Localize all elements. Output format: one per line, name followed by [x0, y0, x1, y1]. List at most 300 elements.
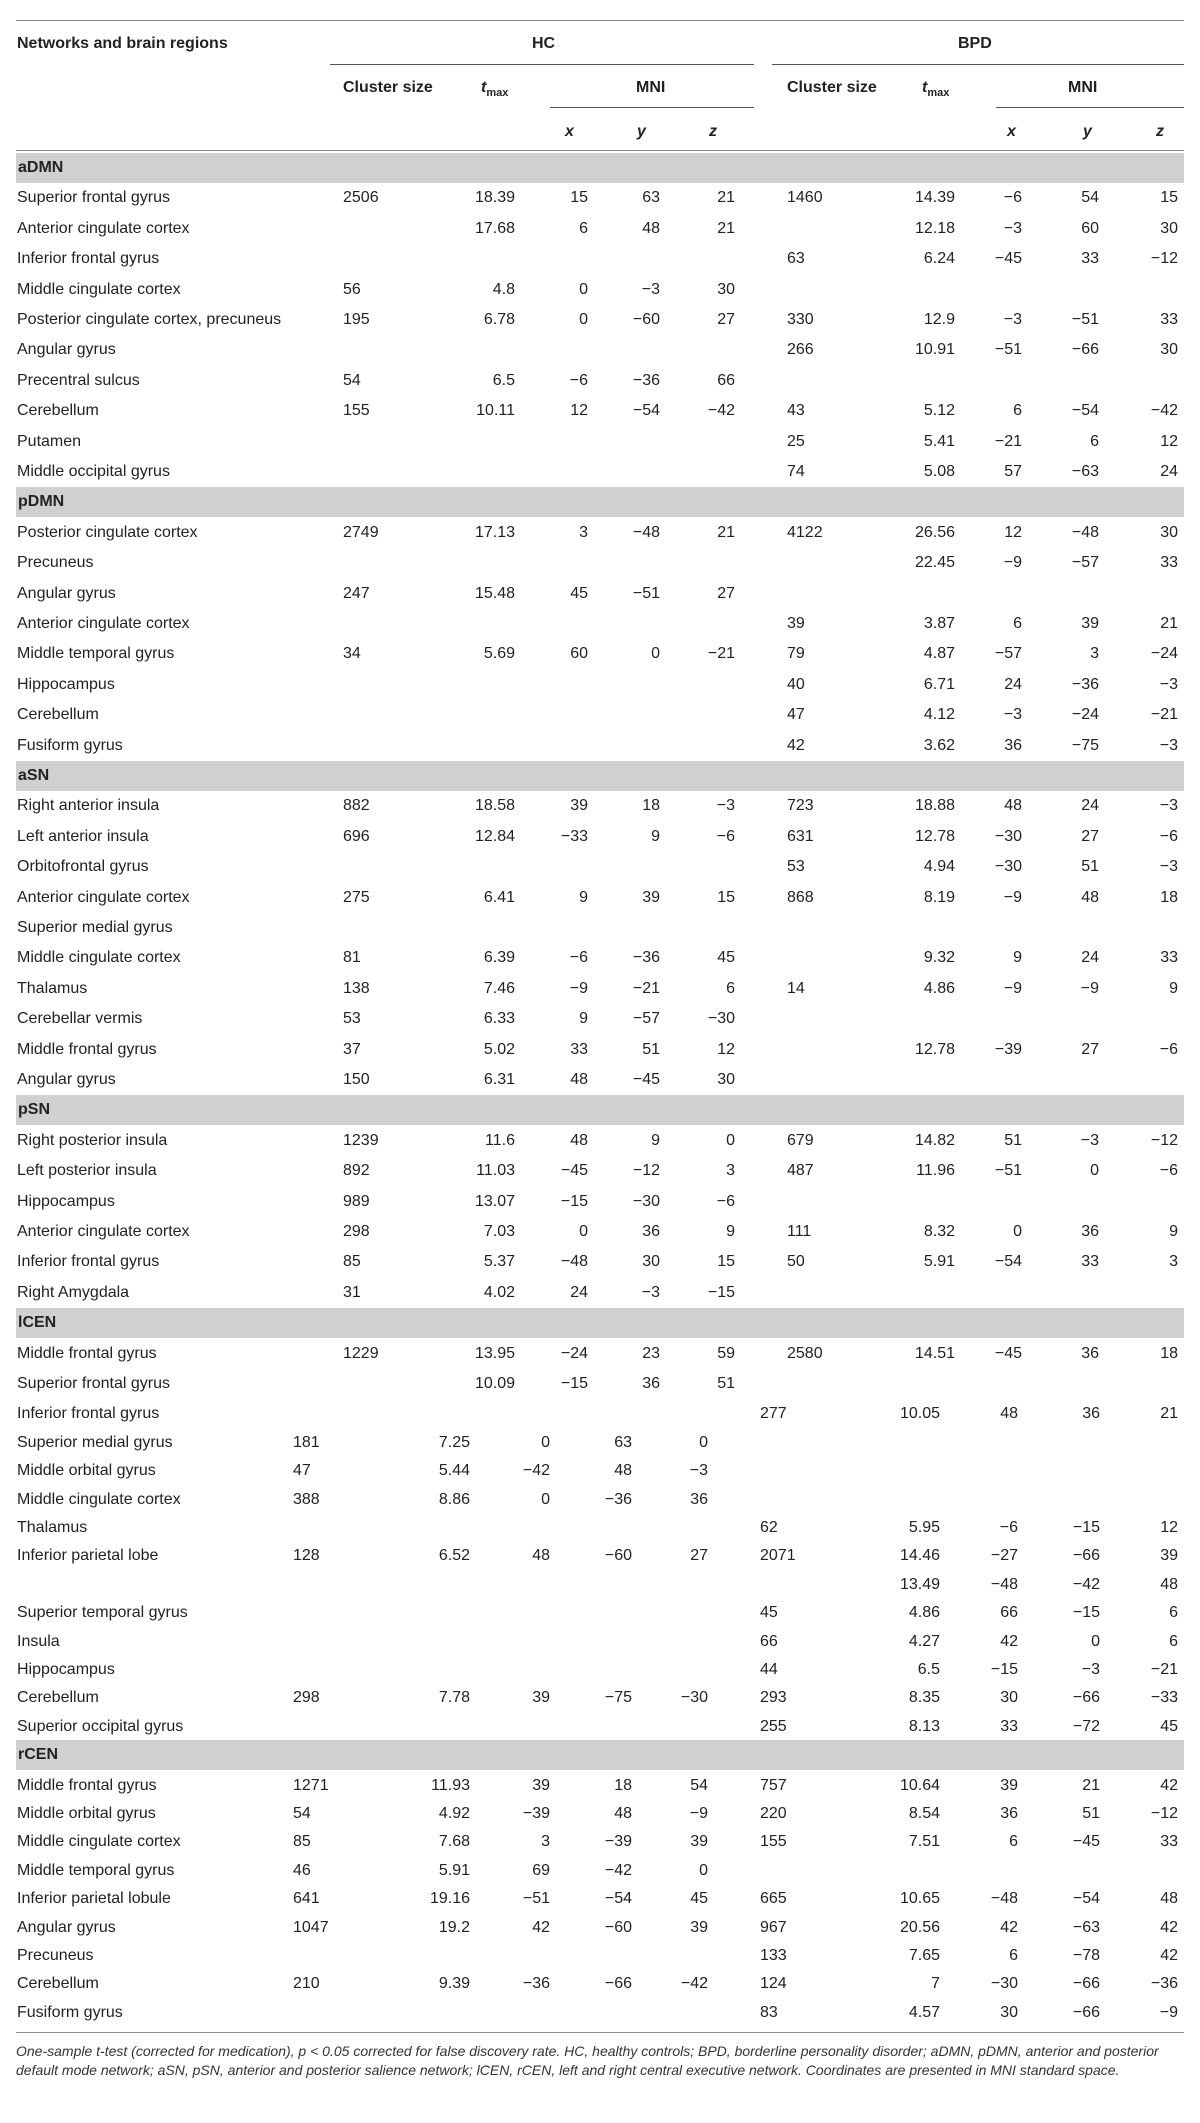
bpd-z-cell: 6: [1169, 1632, 1178, 1650]
bpd-y-cell: 36: [1081, 1344, 1099, 1362]
bpd-x-cell: −30: [994, 827, 1022, 845]
table-row: [0, 1004, 1200, 1034]
region-name: Middle cingulate cortex: [17, 1833, 181, 1851]
bpd-z-cell: 9: [1169, 1223, 1178, 1240]
hc-x-cell: −33: [560, 827, 588, 845]
hc-mni-rule: [550, 107, 754, 108]
bpd-cluster-size-cell: 723: [787, 797, 814, 815]
bpd-cluster-size-cell: 2580: [787, 1344, 823, 1362]
hc-x-cell: 39: [532, 1776, 550, 1794]
hc-z-cell: −6: [716, 1192, 735, 1210]
bpd-cluster-size-cell: 39: [787, 615, 805, 632]
hc-cluster-size-cell: 85: [343, 1253, 361, 1271]
bpd-tmax-cell: 12.9: [923, 311, 955, 328]
bpd-tmax-cell: 10.91: [914, 341, 955, 359]
hc-y-cell: −42: [604, 1861, 632, 1879]
bpd-x-cell: −45: [994, 250, 1022, 268]
hc-tmax-cell: 19.2: [438, 1918, 470, 1936]
hc-x-cell: 15: [570, 189, 588, 207]
bpd-z-cell: 42: [1160, 1947, 1178, 1964]
bpd-x-cell: 9: [1013, 949, 1022, 967]
bpd-y-cell: 24: [1081, 949, 1099, 967]
hc-y-cell: −36: [604, 1490, 632, 1508]
bpd-y-cell: −3: [1080, 1131, 1099, 1149]
bpd-cluster-size-cell: 66: [760, 1632, 778, 1650]
region-name: Superior medial gyrus: [17, 919, 173, 936]
bpd-tmax-cell: 14.46: [899, 1547, 940, 1565]
bpd-tmax-cell: 4.57: [908, 2003, 940, 2021]
hc-x-cell: 24: [570, 1283, 588, 1301]
hc-cluster-size-cell: 181: [293, 1433, 320, 1451]
region-name: Inferior frontal gyrus: [17, 250, 160, 268]
bpd-y-cell: −54: [1072, 1890, 1100, 1908]
hc-tmax-cell: 17.13: [474, 523, 515, 541]
hc-cluster-size-cell: 388: [293, 1490, 320, 1508]
hc-x-cell: 9: [579, 888, 588, 906]
hc-z-cell: 51: [717, 1375, 735, 1392]
bpd-z-cell: −3: [1159, 675, 1178, 693]
bpd-cluster-size-cell: 53: [787, 858, 805, 876]
hc-tmax-cell: 11.93: [431, 1776, 470, 1794]
bpd-tmax-cell: 4.87: [923, 645, 955, 663]
table-row: [0, 335, 1200, 365]
hc-z-cell: 27: [717, 311, 735, 328]
hc-y-cell: −75: [604, 1689, 632, 1707]
region-name: Precentral sulcus: [17, 371, 140, 389]
bpd-x-cell: −39: [994, 1040, 1022, 1058]
bpd-z-cell: −12: [1150, 250, 1178, 268]
hc-z-cell: 21: [717, 523, 735, 541]
bpd-tmax-cell: 12.78: [914, 827, 955, 845]
hc-cluster-size-cell: 195: [343, 311, 370, 328]
hc-cluster-size-cell: 128: [293, 1547, 320, 1565]
bpd-tmax-cell: 4.86: [908, 1604, 940, 1622]
hc-x-cell: −24: [560, 1344, 588, 1362]
bpd-x-cell: −6: [1003, 189, 1022, 207]
table-row: [0, 244, 1200, 274]
bpd-z-cell: 48: [1160, 1575, 1178, 1593]
bpd-z-cell: 6: [1169, 1604, 1178, 1622]
hc-z-cell: −30: [707, 1010, 735, 1028]
bpd-cluster-size-cell: 79: [787, 645, 805, 663]
region-name: Middle orbital gyrus: [17, 1462, 156, 1480]
bpd-z-cell: −3: [1159, 858, 1178, 876]
bpd-tmax-cell: 8.13: [908, 1717, 940, 1735]
hc-x-cell: 48: [570, 1131, 588, 1149]
table-row: [0, 1683, 1200, 1713]
bpd-y-cell: 3: [1090, 645, 1099, 663]
hc-y-cell: −48: [632, 523, 660, 541]
hc-y-cell: 63: [642, 189, 660, 207]
hc-tmax-cell: 15.48: [474, 584, 515, 602]
hc-x-cell: −42: [522, 1462, 550, 1480]
region-name: Superior frontal gyrus: [17, 1375, 170, 1392]
bpd-z-cell: 24: [1160, 463, 1178, 480]
hc-tmax-cell: 7.68: [438, 1833, 470, 1851]
bpd-z-cell: 33: [1160, 949, 1178, 967]
hc-group-rule: [330, 64, 754, 65]
hc-cluster-size-cell: 696: [343, 827, 370, 845]
bpd-tmax-cell: 9.32: [923, 949, 955, 967]
bpd-cluster-size-cell: 868: [787, 888, 814, 906]
bpd-z-cell: 33: [1160, 554, 1178, 572]
bpd-tmax-cell: 8.54: [908, 1805, 940, 1822]
bpd-cluster-size-cell: 266: [787, 341, 814, 359]
hc-y-cell: −57: [632, 1010, 660, 1028]
bpd-x-cell: −51: [994, 1162, 1022, 1180]
hc-z-cell: −3: [716, 797, 735, 815]
hc-y-cell: 30: [642, 1253, 660, 1271]
hc-z-cell: −42: [707, 402, 735, 420]
bpd-y-cell: 0: [1090, 1162, 1099, 1180]
table-row: [0, 1035, 1200, 1065]
table-row: [0, 1998, 1200, 2028]
hc-z-cell: −42: [680, 1975, 708, 1993]
hc-y-cell: −21: [632, 979, 660, 997]
bpd-x-cell: 6: [1009, 1833, 1018, 1851]
hc-z-cell: 6: [726, 979, 735, 997]
hc-z-cell: 21: [717, 219, 735, 237]
hc-tmax-cell: 8.86: [438, 1490, 470, 1508]
bpd-z-cell: −42: [1150, 402, 1178, 420]
bpd-x-cell: −21: [994, 432, 1022, 450]
section-label: aSN: [18, 767, 50, 784]
hc-tmax-header: $t_{max}$: [481, 79, 509, 100]
bpd-group-rule: [772, 64, 1184, 65]
bpd-z-cell: −24: [1150, 645, 1178, 663]
hc-z-cell: 0: [699, 1861, 708, 1879]
bpd-tmax-cell: 6.5: [917, 1661, 940, 1678]
hc-z-cell: 54: [690, 1776, 708, 1794]
bpd-tmax-cell: 13.49: [899, 1575, 940, 1593]
bpd-y-cell: −36: [1071, 675, 1099, 693]
bpd-z-cell: 18: [1160, 888, 1178, 906]
bpd-y-cell: −66: [1072, 1689, 1100, 1707]
hc-y-cell: −66: [604, 1975, 632, 1993]
hc-tmax-cell: 6.78: [483, 311, 515, 328]
table-row: [0, 1627, 1200, 1657]
bpd-y-cell: −72: [1072, 1717, 1100, 1735]
hc-cluster-size-cell: 138: [343, 979, 370, 997]
hc-x-cell: 0: [579, 311, 588, 328]
bpd-y-cell: 60: [1081, 219, 1099, 237]
region-name: Fusiform gyrus: [17, 736, 123, 754]
bpd-z-cell: 33: [1160, 311, 1178, 328]
region-name: Orbitofrontal gyrus: [17, 858, 149, 876]
bpd-z-cell: 12: [1160, 1519, 1178, 1536]
bpd-y-cell: −3: [1081, 1661, 1100, 1678]
hc-tmax-cell: 7.03: [483, 1223, 515, 1240]
bpd-y-cell: 0: [1091, 1632, 1100, 1650]
bpd-x-cell: 42: [1000, 1632, 1018, 1650]
table-row: [0, 974, 1200, 1004]
bpd-z-cell: 30: [1160, 219, 1178, 237]
hc-cluster-size-cell: 989: [343, 1192, 370, 1210]
hc-y-cell: 18: [614, 1776, 632, 1794]
bpd-x-cell: 6: [1013, 615, 1022, 632]
table-row: [0, 1712, 1200, 1742]
bpd-y-header: y: [1083, 123, 1092, 140]
hc-x-cell: 0: [541, 1490, 550, 1508]
section-label: pDMN: [18, 493, 65, 511]
table-row: [0, 1247, 1200, 1277]
bpd-y-cell: −24: [1071, 706, 1099, 724]
bpd-z-cell: −36: [1150, 1975, 1178, 1993]
hc-y-cell: −30: [632, 1192, 660, 1210]
bpd-cluster-size-cell: 62: [760, 1519, 778, 1536]
table-row: [0, 1827, 1200, 1857]
region-name: Thalamus: [17, 1519, 88, 1536]
bpd-tmax-cell: 3.62: [923, 736, 955, 754]
hc-cluster-size-cell: 56: [343, 280, 361, 298]
bpd-y-cell: −45: [1072, 1833, 1100, 1851]
bpd-tmax-cell: 18.88: [914, 797, 955, 815]
hc-z-cell: 3: [726, 1162, 735, 1180]
bpd-cluster-size-cell: 14: [787, 979, 805, 997]
bpd-z-cell: −3: [1159, 736, 1178, 754]
hc-z-cell: 0: [699, 1433, 708, 1451]
hc-z-cell: −9: [689, 1805, 708, 1822]
hc-tmax-cell: 18.58: [474, 797, 515, 815]
hc-y-cell: 36: [642, 1223, 660, 1240]
table-row: [0, 1126, 1200, 1156]
table-row: [0, 822, 1200, 852]
bpd-y-cell: 27: [1081, 1040, 1099, 1058]
bpd-x-cell: 6: [1013, 402, 1022, 420]
bpd-tmax-cell: 14.39: [914, 189, 955, 207]
bpd-x-cell: 30: [1000, 2003, 1018, 2021]
hc-y-cell: −36: [632, 371, 660, 389]
hc-z-cell: 27: [717, 584, 735, 602]
bpd-tmax-cell: 20.56: [899, 1918, 940, 1936]
hc-y-cell: 23: [642, 1344, 660, 1362]
bpd-x-cell: 12: [1004, 523, 1022, 541]
hc-cluster-size-cell: 882: [343, 797, 370, 815]
table-row: [0, 700, 1200, 730]
hc-x-cell: −48: [560, 1253, 588, 1271]
bpd-tmax-cell: 5.41: [923, 432, 955, 450]
hc-cluster-size-cell: 1229: [343, 1344, 379, 1362]
hc-tmax-cell: 4.8: [492, 280, 515, 298]
bpd-z-cell: 15: [1160, 189, 1178, 207]
bpd-tmax-cell: 10.05: [899, 1405, 940, 1423]
hc-x-cell: 3: [541, 1833, 550, 1851]
bpd-tmax-cell: 7.51: [908, 1833, 940, 1851]
bpd-y-cell: −66: [1071, 341, 1099, 359]
table-row: [0, 1513, 1200, 1543]
hc-cluster-size-cell: 150: [343, 1071, 370, 1088]
bpd-cluster-size-cell: 757: [760, 1776, 787, 1794]
bpd-cluster-size-cell: 155: [760, 1833, 787, 1851]
hc-cluster-size-cell: 37: [343, 1040, 361, 1058]
hc-x-cell: 3: [579, 523, 588, 541]
bpd-cluster-size-cell: 631: [787, 827, 814, 845]
bpd-x-cell: −27: [990, 1547, 1018, 1565]
bpd-tmax-cell: 7: [931, 1975, 940, 1993]
hc-cluster-size-cell: 34: [343, 645, 361, 663]
hc-tmax-cell: 11.03: [476, 1162, 515, 1180]
bpd-cluster-size-cell: 111: [787, 1223, 812, 1240]
bpd-cluster-size-cell: 1460: [787, 189, 823, 207]
table-row: [0, 609, 1200, 639]
hc-z-cell: 45: [690, 1890, 708, 1908]
bpd-z-cell: −21: [1150, 1661, 1178, 1678]
bpd-tmax-cell: 12.78: [914, 1040, 955, 1058]
hc-y-cell: −3: [641, 280, 660, 298]
table-row: [0, 1541, 1200, 1571]
bpd-z-cell: −6: [1159, 827, 1178, 845]
bpd-cluster-size-cell: 665: [760, 1890, 787, 1908]
bpd-tmax-cell: 6.71: [923, 675, 955, 693]
bpd-cluster-size-cell: 44: [760, 1661, 778, 1678]
table-row: [0, 639, 1200, 669]
region-name: Posterior cingulate cortex, precuneus: [17, 311, 282, 328]
bpd-z-header: z: [1156, 123, 1164, 140]
hc-z-cell: 36: [690, 1490, 708, 1508]
table-row: [0, 518, 1200, 548]
hc-x-cell: −45: [560, 1162, 588, 1180]
hc-cluster-size-cell: 1047: [293, 1918, 329, 1936]
bpd-cluster-size-cell: 967: [760, 1918, 787, 1936]
region-name: Precuneus: [17, 554, 94, 572]
hc-tmax-cell: 12.84: [474, 827, 515, 845]
bpd-cluster-size-cell: 2071: [760, 1547, 796, 1565]
region-name: Anterior cingulate cortex: [17, 615, 190, 632]
region-name: Angular gyrus: [17, 341, 116, 359]
hc-tmax-cell: 6.33: [483, 1010, 515, 1028]
region-name: Superior frontal gyrus: [17, 189, 170, 207]
hc-cluster-size-cell: 53: [343, 1010, 361, 1028]
hc-z-cell: −6: [716, 827, 735, 845]
bpd-cluster-size-cell: 63: [787, 250, 805, 268]
hc-tmax-cell: 7.25: [438, 1433, 470, 1451]
table-row: [0, 579, 1200, 609]
hc-y-cell: −12: [632, 1162, 660, 1180]
bpd-cluster-size-cell: 4122: [787, 523, 823, 541]
bpd-cluster-size-cell: 255: [760, 1717, 787, 1735]
bpd-y-cell: −75: [1071, 736, 1099, 754]
table-row: [0, 427, 1200, 457]
table-row: [0, 1399, 1200, 1429]
hc-y-cell: −3: [641, 1283, 660, 1301]
hc-group-header: HC: [532, 35, 556, 52]
bpd-cluster-size-cell: 25: [787, 432, 805, 450]
table-row: [0, 1913, 1200, 1943]
region-name: Cerebellum: [17, 1689, 99, 1707]
hc-z-cell: 15: [717, 888, 735, 906]
table-row: [0, 396, 1200, 426]
region-name: Anterior cingulate cortex: [17, 888, 190, 906]
hc-x-cell: 60: [570, 645, 588, 663]
hc-tmax-cell: 5.44: [438, 1462, 470, 1480]
hc-y-cell: 0: [651, 645, 660, 663]
hc-y-cell: −60: [604, 1918, 632, 1936]
hc-y-cell: −54: [604, 1890, 632, 1908]
hc-cluster-size-cell: 54: [343, 371, 361, 389]
hc-x-cell: 6: [579, 219, 588, 237]
table-row: [0, 670, 1200, 700]
table-row: [0, 1339, 1200, 1369]
hc-tmax-cell: 13.07: [474, 1192, 515, 1210]
hc-cluster-size-cell: 1239: [343, 1131, 379, 1149]
hc-z-cell: −30: [680, 1689, 708, 1707]
bpd-y-cell: −63: [1071, 463, 1099, 480]
hc-z-cell: 30: [717, 1071, 735, 1088]
hc-cluster-size-cell: 31: [343, 1283, 361, 1301]
hc-cluster-size-cell: 892: [343, 1162, 370, 1180]
table-row: [0, 1771, 1200, 1801]
region-name: Inferior frontal gyrus: [17, 1253, 160, 1271]
hc-x-cell: 39: [532, 1689, 550, 1707]
hc-cluster-size-cell: 210: [293, 1975, 320, 1993]
bpd-z-cell: 21: [1160, 615, 1178, 632]
bpd-x-cell: −54: [994, 1253, 1022, 1271]
hc-x-cell: −51: [522, 1890, 550, 1908]
bpd-cluster-size-cell: 42: [787, 736, 805, 754]
table-row: [0, 214, 1200, 244]
bpd-x-cell: 66: [1000, 1604, 1018, 1622]
bpd-cluster-size-cell: 45: [760, 1604, 778, 1622]
region-name: Cerebellum: [17, 1975, 99, 1993]
hc-x-cell: 9: [579, 1010, 588, 1028]
bpd-tmax-cell: 7.65: [908, 1947, 940, 1964]
hc-x-cell: −39: [522, 1805, 550, 1822]
table-row: [0, 1884, 1200, 1914]
bpd-x-cell: −45: [994, 1344, 1022, 1362]
hc-cluster-size-cell: 85: [293, 1833, 311, 1851]
region-name: Middle frontal gyrus: [17, 1776, 157, 1794]
region-name: Hippocampus: [17, 1192, 115, 1210]
region-name: Inferior parietal lobe: [17, 1547, 159, 1565]
table-row: [0, 275, 1200, 305]
table-row: [0, 913, 1200, 943]
hc-tmax-cell: 6.5: [492, 371, 515, 389]
bpd-x-cell: 0: [1013, 1223, 1022, 1240]
hc-x-header: x: [565, 123, 574, 140]
hc-tmax-cell: 18.39: [474, 189, 515, 207]
bpd-tmax-cell: 4.12: [923, 706, 955, 724]
table-row: [0, 1217, 1200, 1247]
bpd-mni-rule: [996, 107, 1184, 108]
table-row: [0, 1187, 1200, 1217]
table-row: [0, 1456, 1200, 1486]
bpd-cluster-size-cell: 277: [760, 1405, 787, 1423]
table-row: [0, 1941, 1200, 1971]
section-header-rcen: [16, 1740, 1184, 1770]
bpd-x-cell: 39: [1000, 1776, 1018, 1794]
region-name: Superior medial gyrus: [17, 1433, 173, 1451]
bpd-y-cell: 51: [1082, 1805, 1100, 1822]
bpd-y-cell: −66: [1072, 1547, 1100, 1565]
bpd-cluster-size-cell: 133: [760, 1947, 787, 1964]
bpd-tmax-cell: 8.35: [908, 1689, 940, 1707]
bpd-x-cell: −48: [990, 1575, 1018, 1593]
region-name: Cerebellum: [17, 402, 99, 420]
hc-y-header: y: [637, 123, 646, 140]
hc-tmax-cell: 5.91: [438, 1861, 470, 1879]
bpd-x-cell: 48: [1004, 797, 1022, 815]
region-name: Angular gyrus: [17, 1918, 116, 1936]
hc-cluster-size-cell: 247: [343, 584, 370, 602]
bpd-y-cell: −54: [1071, 402, 1099, 420]
region-name: Right Amygdala: [17, 1283, 130, 1301]
header-bottom-rule: [16, 150, 1184, 151]
table-footnote: One-sample t-test (corrected for medication), p < 0.05 corrected for false discovery rate. HC, healthy controls; BPD, borderline personality disorder; aDMN, pDMN, anterior and posterior default mode network; aSN, pSN, anterior and posterior salience network; lCEN, rCEN, left and right central executive network. Coordinates are presented in MNI standard space.: [16, 2043, 1159, 2078]
region-name: Middle orbital gyrus: [17, 1805, 156, 1822]
region-column-header: Networks and brain regions: [17, 35, 228, 52]
region-name: Right anterior insula: [17, 797, 160, 815]
bpd-y-cell: −9: [1080, 979, 1099, 997]
